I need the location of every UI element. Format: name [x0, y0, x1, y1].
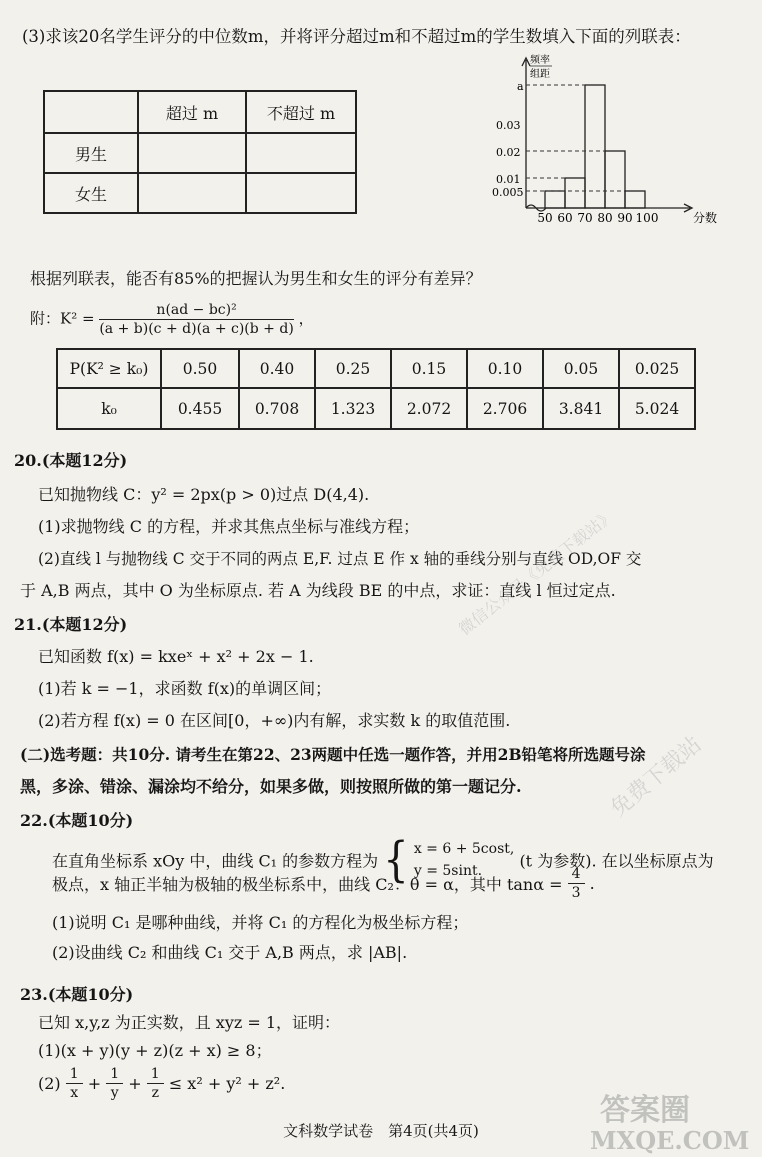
pt-row2-label: k₀ [57, 388, 161, 429]
q21-title: 21.(本题12分) [14, 615, 128, 634]
pt-cell: 0.10 [467, 349, 543, 388]
xtick-70: 70 [577, 211, 593, 225]
ytick-001: 0.01 [496, 173, 521, 186]
q21-line2: (1)若 k = −1，求函数 f(x)的单调区间； [38, 679, 332, 698]
page-footer: 文科数学试卷 第4页(共4页) [283, 1122, 479, 1140]
contingency-table [43, 90, 357, 214]
q20-line2: (1)求抛物线 C 的方程，并求其焦点坐标与准线方程； [38, 517, 420, 536]
frac-1y-num: 1 [106, 1066, 123, 1084]
q22-line2-pre: 极点，x 轴正半轴为极轴的极坐标系中，曲线 C₂：θ = α，其中 tanα = [52, 875, 563, 894]
pt-cell: 0.50 [161, 349, 239, 388]
section2-line1: (二)选考题：共10分. 请考生在第22、23两题中任选一题作答，并用2B铅笔将所选题号涂 [20, 745, 646, 764]
q22-line2-post: . [589, 874, 595, 893]
histogram-bar [565, 178, 585, 208]
frac-1y-den: y [110, 1085, 119, 1101]
ct-cell [138, 173, 246, 213]
q22-line2 [52, 866, 595, 901]
frac-1y [106, 1066, 123, 1101]
frac-1z-den: z [151, 1085, 159, 1101]
ct-cell [246, 173, 356, 213]
pt-cell: 3.841 [543, 388, 619, 429]
pt-cell: 0.708 [239, 388, 315, 429]
q22-line3: (1)说明 C₁ 是哪种曲线，并将 C₁ 的方程化为极坐标方程； [52, 913, 469, 932]
k2-formula [30, 302, 314, 337]
histogram-bar [545, 191, 565, 208]
q20-line4: 于 A,B 两点，其中 O 为坐标原点. 若 A 为线段 BE 的中点，求证：直线 l 恒过定点. [20, 581, 616, 600]
formula-fraction [99, 302, 293, 337]
q23-line3 [38, 1066, 285, 1101]
pt-cell: 0.025 [619, 349, 695, 388]
ct-row-male: 男生 [44, 133, 138, 173]
pt-cell: 0.40 [239, 349, 315, 388]
param-eq1: x = 6 + 5cost, [413, 841, 515, 857]
ct-cell [138, 133, 246, 173]
plus-sign: + [128, 1074, 142, 1093]
ct-header-notover: 不超过 m [246, 91, 356, 133]
ct-corner [44, 91, 138, 133]
q22-title: 22.(本题10分) [20, 811, 134, 830]
xtick-60: 60 [557, 211, 573, 225]
q21-line3: (2)若方程 f(x) = 0 在区间[0，+∞)内有解，求实数 k 的取值范围. [38, 711, 511, 730]
q21-line1: 已知函数 f(x) = kxeˣ + x² + 2x − 1. [38, 647, 314, 666]
ytick-002: 0.02 [496, 146, 521, 159]
pt-cell: 2.072 [391, 388, 467, 429]
system-brace: { [383, 832, 409, 888]
frequency-histogram [490, 50, 730, 235]
ct-cell [246, 133, 356, 173]
ytick-003: 0.03 [496, 119, 521, 132]
histogram-bar [585, 85, 605, 208]
q22-line1-post: (t 为参数). 在以坐标原点为 [519, 851, 714, 871]
q23-line1: 已知 x,y,z 为正实数，且 xyz = 1，证明： [38, 1013, 341, 1032]
pt-cell: 0.05 [543, 349, 619, 388]
histogram-bar [605, 151, 625, 208]
frac-1z-num: 1 [147, 1066, 164, 1084]
q22-line4: (2)设曲线 C₂ 和曲线 C₁ 交于 A,B 两点，求 |AB|. [52, 943, 408, 962]
q19-question: 根据列联表，能否有85%的把握认为男生和女生的评分有差异？ [30, 269, 482, 288]
param-eq2: y = 5sint. [413, 863, 483, 879]
ylabel-bottom: 组距 [530, 69, 550, 80]
ytick-0005: 0.005 [492, 186, 524, 199]
pt-cell: 0.15 [391, 349, 467, 388]
frac-1x [66, 1066, 83, 1101]
pt-cell: 2.706 [467, 388, 543, 429]
xtick-80: 80 [597, 211, 613, 225]
q23-line3-post: ≤ x² + y² + z². [168, 1074, 286, 1093]
xtick-90: 90 [617, 211, 633, 225]
q23-title: 23.(本题10分) [20, 985, 134, 1004]
tan-denominator: 3 [571, 885, 581, 901]
watermark-url: MXQE.COM [590, 1126, 750, 1155]
xlabel: 分数 [693, 211, 718, 225]
ytick-a: a [517, 80, 524, 93]
frac-1x-num: 1 [66, 1066, 83, 1084]
q20-line3: (2)直线 l 与抛物线 C 交于不同的两点 E,F. 过点 E 作 x 轴的垂线分别与直线 OD,OF 交 [38, 550, 642, 568]
ct-header-over: 超过 m [138, 91, 246, 133]
frac-1z [147, 1066, 164, 1101]
pt-row1-label: P(K² ≥ k₀) [57, 349, 161, 388]
pt-cell: 5.024 [619, 388, 695, 429]
q23-line2: (1)(x + y)(y + z)(z + x) ≥ 8； [38, 1041, 272, 1060]
q19-part3-text: (3)求该20名学生评分的中位数m，并将评分超过m和不超过m的学生数填入下面的列联表： [22, 27, 691, 46]
q20-line1: 已知抛物线 C：y² = 2px(p > 0)过点 D(4,4). [38, 485, 370, 504]
pt-cell: 1.323 [315, 388, 391, 429]
xtick-100: 100 [635, 211, 659, 225]
section2-line2: 黑，多涂、错涂、漏涂均不给分，如果多做，则按照所做的第一题记分. [20, 777, 522, 796]
pt-cell: 0.455 [161, 388, 239, 429]
tan-numerator: 4 [568, 866, 585, 884]
q23-line3-pre: (2) [38, 1074, 61, 1093]
formula-suffix: ， [298, 309, 314, 328]
ct-row-female: 女生 [44, 173, 138, 213]
formula-numerator: n(ad − bc)² [99, 302, 293, 320]
formula-prefix: 附：K² = [30, 309, 95, 328]
watermark-logo: 答案圈 [600, 1093, 690, 1128]
pt-cell: 0.25 [315, 349, 391, 388]
plus-sign: + [87, 1074, 102, 1093]
watermark-site: 免费下载站 [606, 732, 707, 822]
critical-value-table [56, 348, 696, 430]
formula-denominator: (a + b)(c + d)(a + c)(b + d) [99, 321, 294, 337]
xtick-50: 50 [537, 211, 553, 225]
histogram-bar [625, 191, 645, 208]
q20-title: 20.(本题12分) [14, 451, 128, 470]
tan-fraction [568, 866, 585, 901]
watermark-wechat: 微信公众号《免费下载站》 [455, 505, 619, 639]
frac-1x-den: x [70, 1085, 79, 1101]
ylabel-top: 频率 [530, 55, 550, 66]
q22-line1-pre: 在直角坐标系 xOy 中，曲线 C₁ 的参数方程为 [52, 851, 379, 871]
